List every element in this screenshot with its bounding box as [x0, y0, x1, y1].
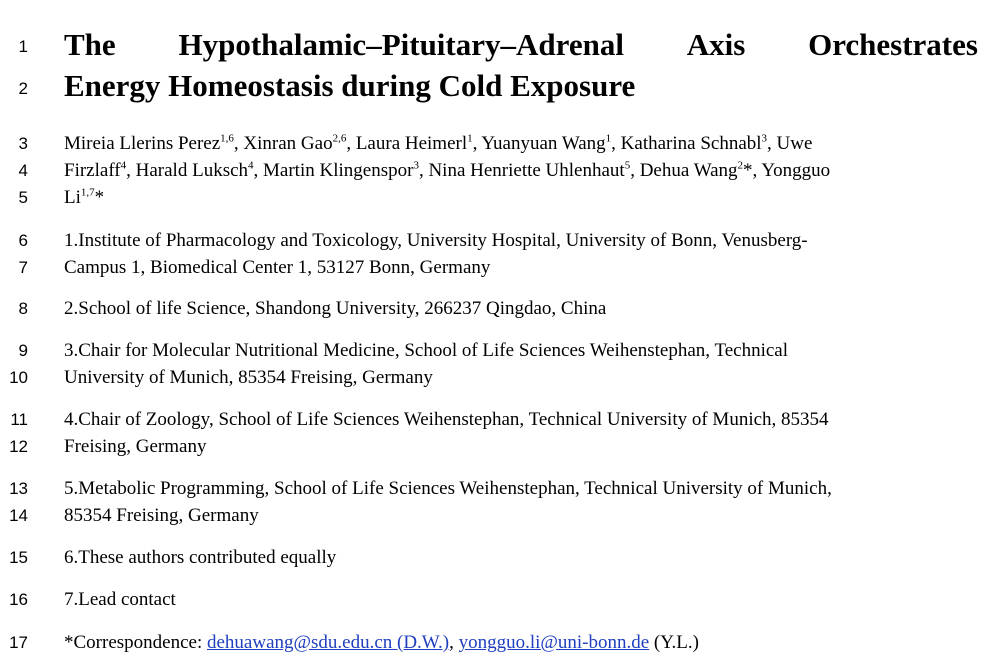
author-name: , Laura Heimerl [346, 133, 468, 154]
affiliation-5-line-1: 5.Metabolic Programming, School of Life Sciences Weihenstephan, Technical University of Munich, [64, 478, 832, 499]
line-number-3: 3 [18, 134, 28, 153]
author-affiliation-sup: 5 [624, 159, 631, 172]
line-number-10: 10 [9, 368, 28, 387]
line-number-16: 16 [9, 590, 28, 609]
email-separator: , [449, 632, 459, 653]
author-name: , Xinran Gao [233, 133, 333, 154]
author-name: , Yongguo [752, 160, 831, 181]
note-lead-contact: 7.Lead contact [64, 589, 176, 610]
author-affiliation-sup: 1,7 [80, 186, 95, 199]
line-number-12: 12 [9, 437, 28, 456]
author-name: Firzlaff [64, 160, 121, 181]
affiliation-5-line-2: 85354 Freising, Germany [64, 505, 259, 526]
line-number-5: 5 [18, 188, 28, 207]
author-name: , Martin Klingenspor [253, 160, 414, 181]
author-name: , Yuanyuan Wang [472, 133, 606, 154]
author-name: , Katharina Schnabl [611, 133, 762, 154]
line-number-7: 7 [18, 258, 28, 277]
affiliation-4-line-2: Freising, Germany [64, 436, 207, 457]
line-number-2: 2 [18, 79, 28, 98]
affiliation-3-line-1: 3.Chair for Molecular Nutritional Medicine, School of Life Sciences Weihenstephan, Technical [64, 340, 789, 361]
line-number-14: 14 [9, 506, 28, 525]
affiliation-4-line-1: 4.Chair of Zoology, School of Life Sciences Weihenstephan, Technical University of Munich, 85354 [64, 409, 829, 430]
author-name: Li [64, 187, 81, 208]
line-number-11: 11 [10, 410, 28, 429]
line-number-8: 8 [18, 299, 28, 318]
affiliation-3-line-2: University of Munich, 85354 Freising, Germany [64, 367, 433, 388]
author-affiliation-sup: 2 [737, 159, 744, 172]
paper-title-line-2: Energy Homeostasis during Cold Exposure [64, 68, 636, 103]
affiliation-2: 2.School of life Science, Shandong University, 266237 Qingdao, China [64, 298, 607, 319]
email-owner-initials: (Y.L.) [649, 632, 699, 653]
author-affiliation-sup: 2,6 [332, 132, 347, 145]
correspondence-label: *Correspondence: [64, 632, 207, 653]
line-number-1: 1 [18, 37, 28, 56]
corresponding-star: * [94, 187, 105, 208]
line-number-9: 9 [18, 341, 28, 360]
author-affiliation-sup: 1,6 [220, 132, 234, 145]
line-number-6: 6 [18, 231, 28, 250]
affiliation-1-line-2: Campus 1, Biomedical Center 1, 53127 Bonn, Germany [64, 257, 491, 278]
line-number-15: 15 [9, 548, 28, 567]
author-name: , Dehua Wang [630, 160, 738, 181]
author-affiliation-sup: 1 [467, 132, 473, 145]
note-equal-contribution: 6.These authors contributed equally [64, 547, 337, 568]
affiliation-1-line-1: 1.Institute of Pharmacology and Toxicology, University Hospital, University of Bonn, Venusberg- [64, 230, 808, 251]
author-name: , Uwe [767, 133, 813, 154]
line-number-4: 4 [18, 161, 28, 180]
author-affiliation-sup: 4 [248, 159, 254, 172]
title-word: Axis [686, 27, 746, 62]
author-affiliation-sup: 3 [413, 159, 419, 172]
author-name: Mireia Llerins Perez [64, 133, 221, 154]
line-number-17: 17 [9, 633, 28, 652]
author-line-2 [64, 160, 830, 182]
title-word: Hypothalamic–Pituitary–Adrenal [178, 27, 624, 62]
email-link-dehua-wang[interactable]: dehuawang@sdu.edu.cn (D.W.) [206, 632, 450, 653]
title-word: The [64, 27, 116, 62]
author-affiliation-sup: 1 [605, 132, 612, 145]
author-affiliation-sup: 4 [120, 159, 127, 172]
correspondence-line [64, 632, 699, 654]
line-number-13: 13 [9, 479, 28, 498]
email-link-yongguo-li[interactable]: yongguo.li@uni-bonn.de [458, 632, 650, 653]
author-name: , Harald Luksch [126, 160, 249, 181]
title-word: Orchestrates [808, 27, 978, 62]
author-line-1 [64, 133, 812, 155]
author-name: , Nina Henriette Uhlenhaut [418, 160, 625, 181]
corresponding-star: * [743, 160, 753, 181]
paper-title-line-1 [64, 26, 978, 64]
author-affiliation-sup: 3 [761, 132, 768, 145]
author-line-3 [64, 187, 104, 209]
